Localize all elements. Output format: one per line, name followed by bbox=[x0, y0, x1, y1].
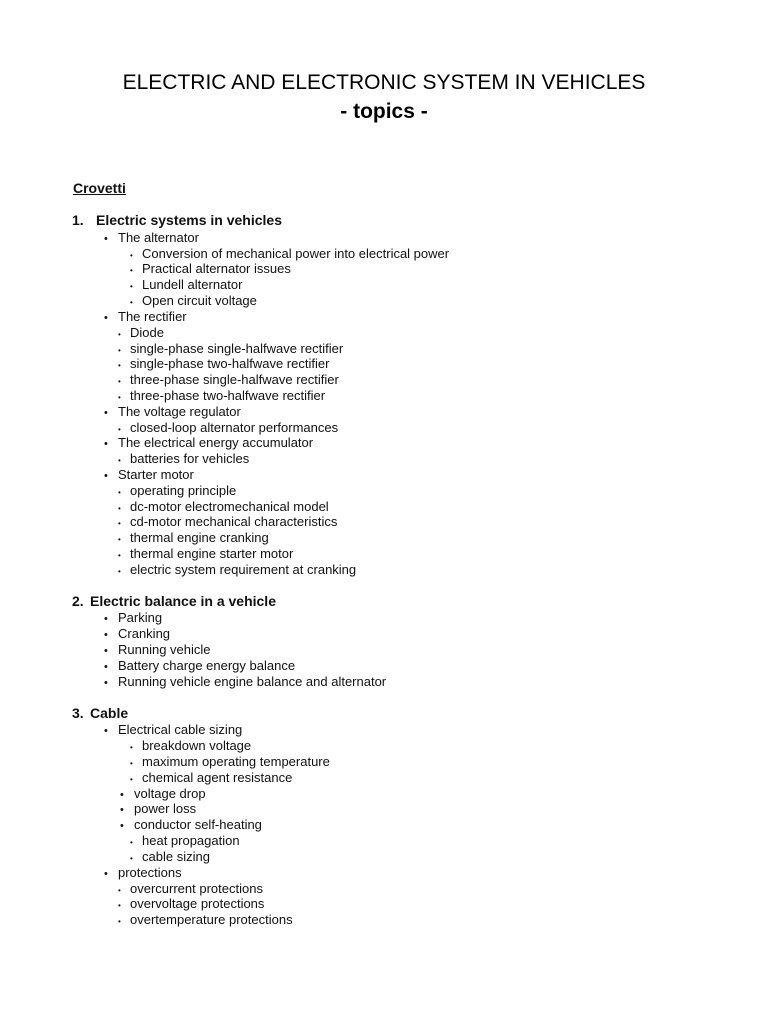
list-item bbox=[104, 642, 211, 659]
bullet-icon: • bbox=[130, 854, 133, 863]
bullet-icon: • bbox=[104, 725, 108, 737]
list-item-text: protections bbox=[118, 865, 182, 880]
list-item bbox=[104, 626, 170, 643]
list-item-text: Electrical cable sizing bbox=[118, 722, 243, 737]
list-item-text: Cranking bbox=[118, 626, 171, 641]
list-item bbox=[104, 404, 241, 421]
bullet-icon: • bbox=[118, 504, 121, 513]
list-item-text: The alternator bbox=[118, 230, 199, 245]
list-item bbox=[104, 674, 386, 691]
bullet-icon: • bbox=[118, 488, 121, 497]
section-number: 3. bbox=[72, 705, 84, 721]
list-item bbox=[120, 801, 196, 818]
list-item-text: thermal engine starter motor bbox=[130, 546, 294, 561]
list-item-text: chemical agent resistance bbox=[142, 770, 293, 785]
list-item bbox=[104, 467, 194, 484]
section-heading-1 bbox=[72, 212, 282, 228]
bullet-icon: • bbox=[118, 551, 121, 560]
list-item-text: electric system requirement at cranking bbox=[130, 562, 357, 577]
bullet-icon: • bbox=[104, 645, 108, 657]
bullet-icon: • bbox=[130, 251, 133, 260]
list-item-text: conductor self-heating bbox=[134, 817, 262, 832]
list-item bbox=[118, 562, 356, 580]
section-number: 2. bbox=[72, 593, 84, 609]
bullet-icon: • bbox=[104, 677, 108, 689]
bullet-icon: • bbox=[120, 789, 124, 801]
bullet-icon: • bbox=[120, 820, 124, 832]
list-item bbox=[104, 722, 242, 739]
list-item-text: overvoltage protections bbox=[130, 896, 265, 911]
list-item bbox=[120, 817, 262, 834]
section-heading-3 bbox=[72, 705, 128, 721]
bullet-icon: • bbox=[104, 613, 108, 625]
bullet-icon: • bbox=[118, 393, 121, 402]
list-item-text: Diode bbox=[130, 325, 164, 340]
bullet-icon: • bbox=[104, 470, 108, 482]
section-number: 1. bbox=[72, 212, 84, 228]
bullet-icon: • bbox=[118, 330, 121, 339]
list-item bbox=[104, 230, 199, 247]
list-item bbox=[104, 309, 187, 326]
bullet-icon: • bbox=[118, 901, 121, 910]
bullet-icon: • bbox=[118, 346, 121, 355]
bullet-icon: • bbox=[104, 629, 108, 641]
list-item bbox=[104, 865, 182, 882]
bullet-icon: • bbox=[104, 438, 108, 450]
bullet-icon: • bbox=[130, 282, 133, 291]
list-item-text: overcurrent protections bbox=[130, 881, 263, 896]
list-item-text: breakdown voltage bbox=[142, 738, 252, 753]
section-heading-2 bbox=[72, 593, 276, 609]
list-item bbox=[104, 658, 295, 675]
list-item-text: thermal engine cranking bbox=[130, 530, 269, 545]
bullet-icon: • bbox=[104, 233, 108, 245]
list-item-text: Open circuit voltage bbox=[142, 293, 257, 308]
bullet-icon: • bbox=[130, 759, 133, 768]
document-subtitle: - topics - bbox=[340, 100, 428, 123]
section-title: Electric systems in vehicles bbox=[96, 212, 282, 228]
author-name: Crovetti bbox=[73, 180, 126, 196]
bullet-icon: • bbox=[104, 312, 108, 324]
bullet-icon: • bbox=[118, 377, 121, 386]
bullet-icon: • bbox=[104, 661, 108, 673]
list-item bbox=[118, 912, 293, 930]
list-item-text: voltage drop bbox=[134, 786, 206, 801]
list-item-text: three-phase two-halfwave rectifier bbox=[130, 388, 326, 403]
list-item-text: closed-loop alternator performances bbox=[130, 420, 339, 435]
list-item bbox=[104, 435, 313, 452]
list-item-text: single-phase single-halfwave rectifier bbox=[130, 341, 344, 356]
list-item-text: cable sizing bbox=[142, 849, 210, 864]
bullet-icon: • bbox=[130, 838, 133, 847]
bullet-icon: • bbox=[118, 886, 121, 895]
bullet-icon: • bbox=[130, 775, 133, 784]
section-title: Cable bbox=[90, 705, 129, 721]
list-item-text: operating principle bbox=[130, 483, 237, 498]
bullet-icon: • bbox=[118, 535, 121, 544]
list-item-text: The rectifier bbox=[118, 309, 187, 324]
list-item-text: Practical alternator issues bbox=[142, 261, 291, 276]
list-item-text: cd-motor mechanical characteristics bbox=[130, 514, 338, 529]
list-item-text: dc-motor electromechanical model bbox=[130, 499, 329, 514]
list-item-text: batteries for vehicles bbox=[130, 451, 250, 466]
list-item-text: power loss bbox=[134, 801, 197, 816]
bullet-icon: • bbox=[118, 425, 121, 434]
list-item-text: single-phase two-halfwave rectifier bbox=[130, 356, 330, 371]
list-item-text: Conversion of mechanical power into electrical power bbox=[142, 246, 450, 261]
bullet-icon: • bbox=[104, 868, 108, 880]
list-item-text: overtemperature protections bbox=[130, 912, 293, 927]
section-title: Electric balance in a vehicle bbox=[90, 593, 276, 609]
document-title: ELECTRIC AND ELECTRONIC SYSTEM IN VEHICLES bbox=[122, 71, 646, 94]
list-item-text: maximum operating temperature bbox=[142, 754, 330, 769]
bullet-icon: • bbox=[118, 519, 121, 528]
bullet-icon: • bbox=[118, 361, 121, 370]
list-item-text: Running vehicle bbox=[118, 642, 211, 657]
list-item-text: three-phase single-halfwave rectifier bbox=[130, 372, 339, 387]
list-item-text: Lundell alternator bbox=[142, 277, 243, 292]
bullet-icon: • bbox=[130, 298, 133, 307]
bullet-icon: • bbox=[118, 456, 121, 465]
bullet-icon: • bbox=[120, 804, 124, 816]
list-item-text: heat propagation bbox=[142, 833, 240, 848]
list-item-text: Parking bbox=[118, 610, 163, 625]
bullet-icon: • bbox=[130, 266, 133, 275]
bullet-icon: • bbox=[118, 567, 121, 576]
bullet-icon: • bbox=[118, 917, 121, 926]
list-item-text: The voltage regulator bbox=[118, 404, 241, 419]
bullet-icon: • bbox=[130, 743, 133, 752]
list-item-text: The electrical energy accumulator bbox=[118, 435, 314, 450]
list-item bbox=[104, 610, 162, 627]
list-item-text: Running vehicle engine balance and alternator bbox=[118, 674, 387, 689]
list-item-text: Starter motor bbox=[118, 467, 194, 482]
bullet-icon: • bbox=[104, 407, 108, 419]
list-item-text: Battery charge energy balance bbox=[118, 658, 296, 673]
